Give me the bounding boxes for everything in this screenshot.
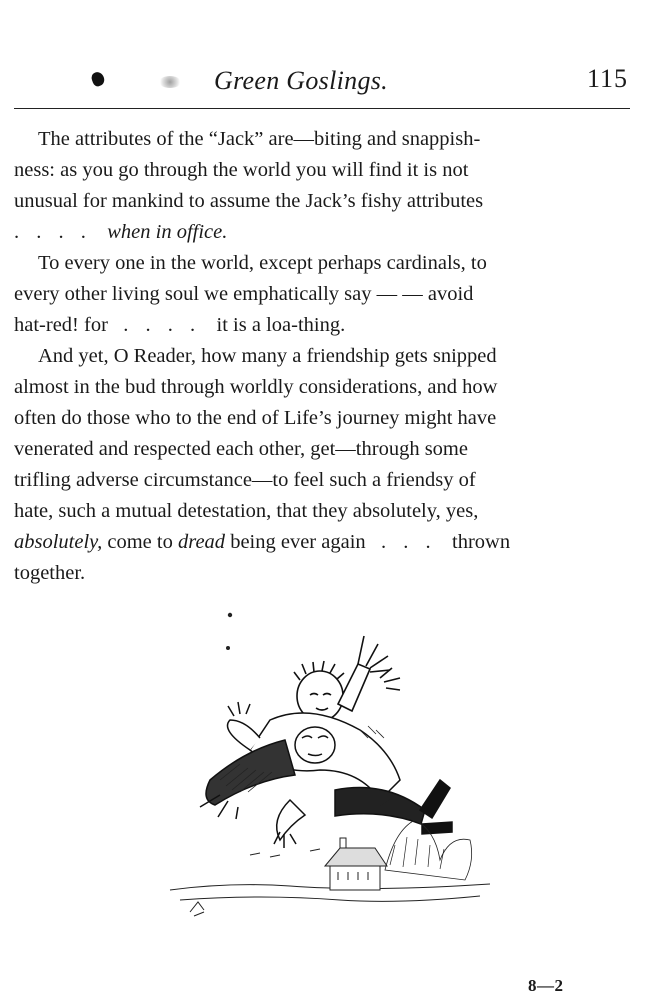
paragraph-2-line-1: To every one in the world, except perhaps cardinals, to [38,252,487,274]
paragraph-3-line-1: And yet, O Reader, how many a friendship gets snipped [38,345,497,367]
paragraph-3-line-5: trifling adverse circumstance—to feel such a friendsy of [14,469,476,491]
paragraph-3-line-2: almost in the bud through worldly considerations, and how [14,376,498,398]
paragraph-3-line-8: together. [14,562,86,584]
paragraph-2-line-3 [14,310,632,341]
text-fragment: come to [102,531,178,553]
text-fragment: being ever again [225,531,366,553]
header-rule [14,108,630,109]
paragraph-1-line-3: unusual for mankind to assume the Jack’s fishy attributes [14,190,484,212]
body-text [14,124,632,589]
paragraph-3-line-7 [14,527,632,558]
paragraph-3-line-4: venerated and respected each other, get—through some [14,438,468,460]
paragraph-2-line-2: every other living soul we emphatically say — — avoid [14,283,474,305]
ellipsis-dots: . . . . [123,314,202,336]
page-header [14,62,630,108]
ink-blot-ornament [90,70,106,87]
paragraph-1-line-2: ness: as you go through the world you will find it is not [14,159,469,181]
text-fragment: it is a loa-thing. [216,314,346,336]
ink-smudge [159,76,181,88]
paragraph-1-line-4 [14,217,632,248]
text-fragment: thrown [452,531,511,553]
italic-phrase: when in office. [107,221,228,243]
italic-word: dread [177,531,226,553]
tumbling-figures-illustration [160,600,500,930]
signature-mark: 8—2 [528,976,564,995]
paragraph-1-line-1: The attributes of the “Jack” are—biting and snappish- [38,128,481,150]
page-number: 115 [586,64,628,93]
ellipsis-dots: . . . [381,531,437,553]
paragraph-3-line-3: often do those who to the end of Life’s journey might have [14,407,497,429]
italic-word: absolutely, [14,531,103,553]
paragraph-3-line-6: hate, such a mutual detestation, that they absolutely, yes, [14,500,479,522]
running-title: Green Goslings. [214,66,388,95]
ellipsis-dots: . . . . [14,221,92,243]
text-fragment: hat-red! for [14,314,108,336]
